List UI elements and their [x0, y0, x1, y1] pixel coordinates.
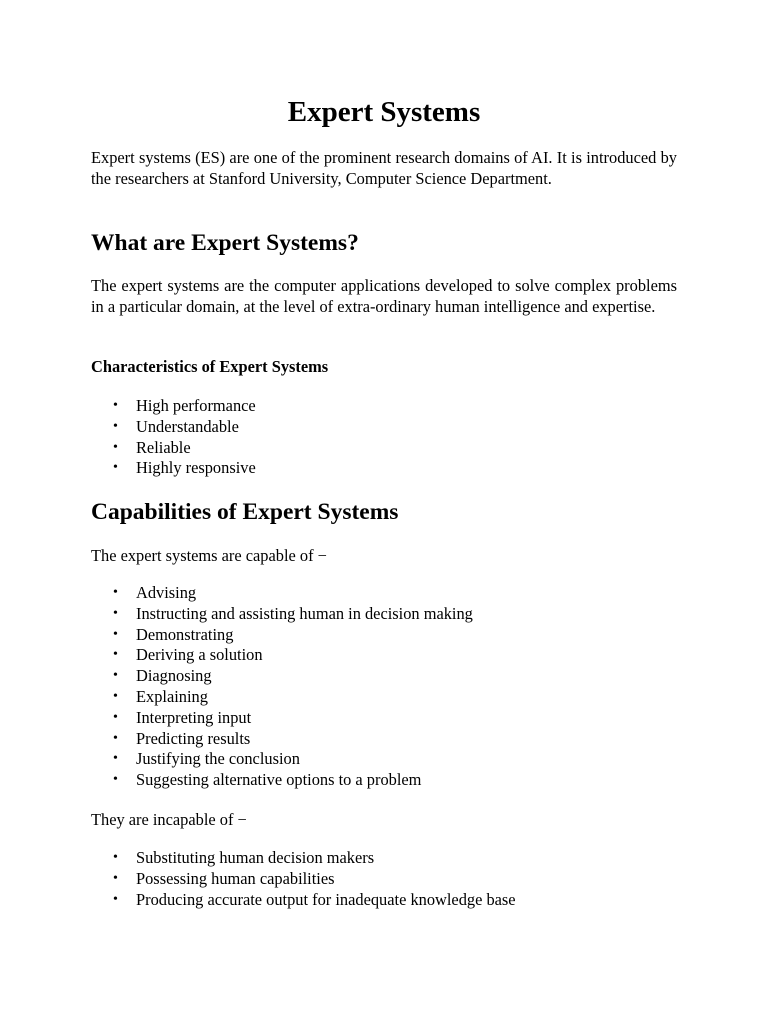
bullet-icon: •	[113, 891, 118, 907]
list-item-text: Highly responsive	[136, 458, 256, 478]
list-item-text: Advising	[136, 583, 197, 602]
incapable-intro-text: They are incapable of −	[91, 810, 247, 829]
list-item	[91, 417, 256, 438]
bullet-icon: •	[113, 398, 118, 413]
list-item	[91, 625, 473, 646]
list-item	[91, 729, 473, 750]
bullet-icon: •	[113, 439, 118, 455]
bullet-icon: •	[113, 709, 118, 725]
list-item	[91, 708, 473, 729]
list-item-text: Understandable	[136, 416, 239, 436]
list-item	[91, 604, 473, 625]
bullet-icon: •	[113, 626, 118, 642]
definition-paragraph: The expert systems are the computer applications developed to solve complex problems in a particular domain, at the level of extra-ordinary human intelligence and expertise.	[91, 276, 677, 316]
list-item-text: Instructing and assisting human in decision making	[136, 603, 473, 623]
bullet-icon: •	[113, 688, 118, 704]
list-item-text: High performance	[136, 396, 256, 415]
list-item-text: Deriving a solution	[136, 645, 263, 665]
list-item	[91, 666, 473, 687]
list-item-text: Explaining	[136, 686, 208, 706]
bullet-icon: •	[113, 668, 118, 684]
bullet-icon: •	[113, 418, 118, 434]
list-item-text: Substituting human decision makers	[136, 848, 375, 867]
characteristics-list	[91, 396, 256, 479]
bullet-icon: •	[113, 585, 118, 600]
incapabilities-list	[91, 848, 516, 910]
bullet-icon: •	[113, 730, 118, 746]
capable-intro-text: The expert systems are capable of −	[91, 546, 327, 565]
list-item	[91, 869, 516, 890]
list-item	[91, 583, 473, 604]
list-item-text: Justifying the conclusion	[136, 749, 300, 769]
section-heading-capabilities: Capabilities of Expert Systems	[91, 499, 399, 525]
list-item-text: Producing accurate output for inadequate knowledge base	[136, 889, 516, 909]
list-item	[91, 645, 473, 666]
list-item-text: Reliable	[136, 437, 191, 457]
list-item	[91, 890, 516, 911]
list-item	[91, 438, 256, 459]
bullet-icon: •	[113, 751, 118, 767]
list-item	[91, 396, 256, 417]
bullet-icon: •	[113, 460, 118, 476]
intro-paragraph: Expert systems (ES) are one of the prominent research domains of AI. It is introduced by the researchers at Stanford University, Computer Science Department.	[91, 148, 677, 188]
list-item-text: Possessing human capabilities	[136, 868, 335, 888]
capabilities-list	[91, 583, 473, 791]
section-heading-what-are-expert-systems: What are Expert Systems?	[91, 230, 359, 256]
bullet-icon: •	[113, 870, 118, 886]
list-item	[91, 458, 256, 479]
list-item-text: Diagnosing	[136, 666, 212, 686]
list-item	[91, 848, 516, 869]
bullet-icon: •	[113, 772, 118, 788]
bullet-icon: •	[113, 647, 118, 663]
list-item	[91, 770, 473, 791]
list-item-text: Demonstrating	[136, 624, 234, 644]
list-item	[91, 687, 473, 708]
list-item	[91, 749, 473, 770]
page-title: Expert Systems	[287, 96, 481, 128]
characteristics-heading: Characteristics of Expert Systems	[91, 357, 329, 376]
list-item-text: Interpreting input	[136, 707, 252, 727]
bullet-icon: •	[113, 605, 118, 621]
list-item-text: Suggesting alternative options to a problem	[136, 770, 422, 790]
bullet-icon: •	[113, 850, 118, 865]
list-item-text: Predicting results	[136, 728, 251, 748]
